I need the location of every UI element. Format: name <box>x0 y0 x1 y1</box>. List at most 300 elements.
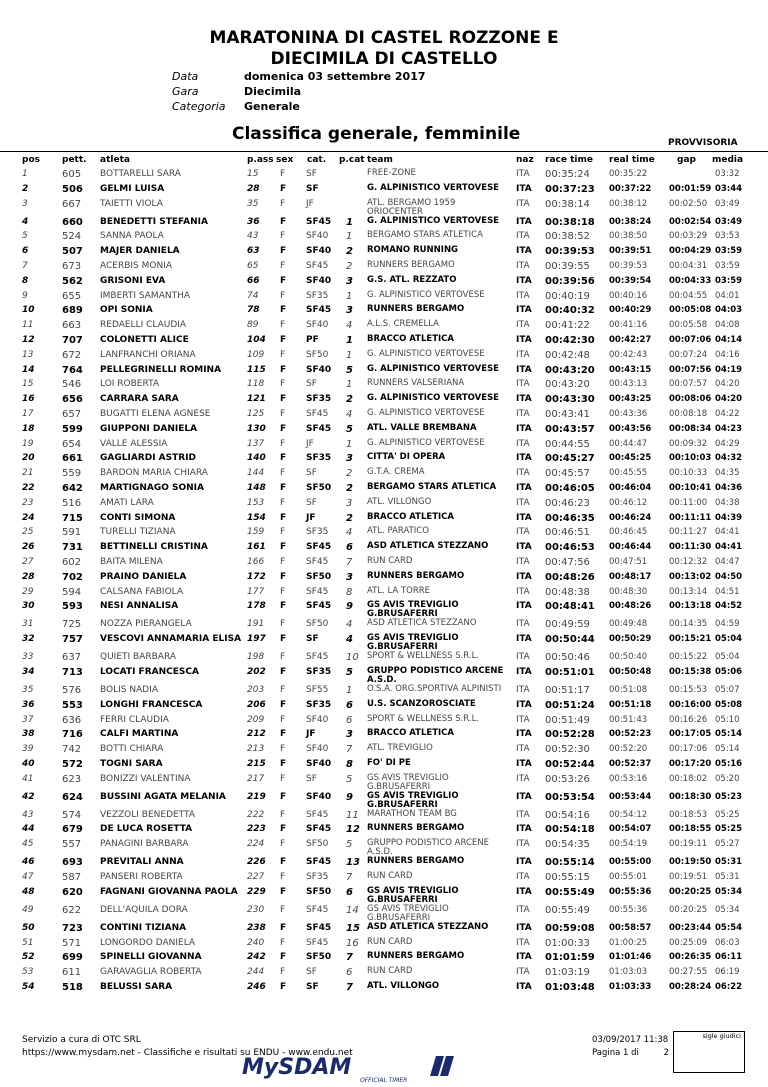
cell-media: 04:59 <box>715 619 740 630</box>
cell-pos: 54 <box>22 982 35 993</box>
table-row <box>0 541 768 556</box>
cell-sex: F <box>280 556 286 567</box>
cell-media: 04:41 <box>715 527 740 538</box>
cell-pett: 689 <box>62 305 83 317</box>
meta-value: domenica 03 settembre 2017 <box>244 70 426 83</box>
cell-pos: 25 <box>22 527 34 538</box>
cell-sex: F <box>280 684 286 695</box>
cell-name: BOTTARELLI SARA <box>100 169 181 179</box>
cell-pett: 594 <box>62 586 82 598</box>
table-row <box>0 871 768 886</box>
cell-sex: F <box>280 394 287 405</box>
cell-naz: ITA <box>516 729 532 740</box>
cell-name: DE LUCA ROSETTA <box>100 824 193 835</box>
col-race: race time <box>545 155 593 165</box>
cell-media: 06:03 <box>715 937 740 948</box>
cell-naz: ITA <box>516 497 530 508</box>
cell-real: 00:44:47 <box>609 438 648 449</box>
cell-gap: 00:11:30 <box>669 542 712 553</box>
cell-cat: SF45 <box>306 305 332 316</box>
cell-gap: 00:14:35 <box>669 619 708 630</box>
cell-cat: SF40 <box>306 275 332 286</box>
logo-text: MySDAM <box>242 1055 352 1080</box>
cell-name: CONTINI TIZIANA <box>100 922 187 933</box>
cell-real: 00:53:16 <box>609 773 648 784</box>
cell-pcat: 6 <box>346 714 353 726</box>
cell-sex: F <box>280 744 286 755</box>
table-row <box>0 651 768 666</box>
table-row <box>0 937 768 952</box>
cell-real: 00:47:51 <box>609 556 648 567</box>
cell-gap: 00:11:27 <box>669 527 708 538</box>
cell-sex: F <box>280 334 287 345</box>
cell-pcat: 5 <box>346 666 353 678</box>
cell-pass: 161 <box>247 542 266 553</box>
cell-sex: F <box>280 773 286 784</box>
cell-pcat: 6 <box>346 542 353 554</box>
table-row <box>0 378 768 393</box>
cell-sex: F <box>280 169 286 179</box>
cell-pcat: 13 <box>346 857 360 869</box>
table-row <box>0 633 768 651</box>
cell-name: CONTI SIMONA <box>100 512 176 523</box>
table-row <box>0 571 768 586</box>
cell-naz: ITA <box>516 922 532 933</box>
cell-pett: 562 <box>62 275 83 287</box>
cell-sex: F <box>280 714 286 725</box>
cell-gap: 00:07:57 <box>669 379 708 390</box>
cell-naz: ITA <box>516 809 530 820</box>
cell-media: 05:34 <box>715 904 740 915</box>
cell-pcat: 1 <box>346 349 353 361</box>
cell-name: TOGNI SARA <box>100 758 163 769</box>
cell-naz: ITA <box>516 684 530 695</box>
cell-pos: 11 <box>22 320 34 331</box>
table-row <box>0 245 768 260</box>
cell-naz: ITA <box>516 773 530 784</box>
cell-media: 04:50 <box>715 571 743 582</box>
cell-pass: 244 <box>247 967 265 978</box>
cell-cat: SF40 <box>306 744 329 755</box>
footer-service: Servizio a cura di OTC SRL <box>22 1035 141 1045</box>
cell-pass: 137 <box>247 438 265 449</box>
cell-pos: 5 <box>22 231 28 242</box>
cell-pos: 40 <box>22 758 35 769</box>
cell-sex: F <box>280 666 287 677</box>
cell-pass: 242 <box>247 952 266 963</box>
cell-pett: 642 <box>62 482 83 494</box>
cell-race: 00:46:23 <box>545 497 590 509</box>
cell-sex: F <box>280 260 286 271</box>
cell-media: 04:01 <box>715 290 740 301</box>
meta-label: Data <box>172 70 199 83</box>
cell-naz: ITA <box>516 379 530 390</box>
table-row <box>0 364 768 379</box>
cell-name: TURELLI TIZIANA <box>100 527 176 538</box>
cell-cat: SF45 <box>306 922 332 933</box>
cell-team: GRUPPO PODISTICO ARCENE A.S.D. <box>367 665 504 685</box>
cell-name: PELLEGRINELLI ROMINA <box>100 364 222 375</box>
cell-name: OPI SONIA <box>100 305 153 316</box>
cell-pett: 764 <box>62 364 83 376</box>
cell-media: 03:59 <box>715 246 743 257</box>
cell-pett: 637 <box>62 652 82 664</box>
cell-team: GS AVIS TREVIGLIO G.BRUSAFERRI <box>367 600 459 620</box>
cell-media: 03:44 <box>715 183 743 194</box>
cell-pos: 47 <box>22 872 34 883</box>
cell-pett: 602 <box>62 556 82 568</box>
cell-pass: 229 <box>247 886 266 897</box>
cell-pos: 19 <box>22 438 34 449</box>
cell-pos: 29 <box>22 586 34 597</box>
cell-naz: ITA <box>516 982 532 993</box>
table-row <box>0 526 768 541</box>
page-subtitle: Classifica generale, femminile <box>232 124 521 144</box>
cell-gap: 00:02:54 <box>669 216 712 227</box>
cell-naz: ITA <box>516 824 532 835</box>
cell-naz: ITA <box>516 169 530 179</box>
cell-pett: 713 <box>62 666 83 678</box>
cell-pcat: 5 <box>346 364 353 376</box>
cell-pcat: 3 <box>346 729 353 741</box>
page-label: Pagina 1 di <box>592 1048 639 1058</box>
cell-name: BUSSINI AGATA MELANIA <box>100 791 226 802</box>
cell-naz: ITA <box>516 482 532 493</box>
cell-cat: SF35 <box>306 872 329 883</box>
cell-gap: 00:18:53 <box>669 809 708 820</box>
cell-pass: 154 <box>247 512 266 523</box>
cell-team: GS AVIS TREVIGLIO G.BRUSAFERRI <box>367 903 449 923</box>
cell-pos: 35 <box>22 684 34 695</box>
cell-media: 04:35 <box>715 468 740 479</box>
cell-media: 04:41 <box>715 542 743 553</box>
cell-naz: ITA <box>516 275 532 286</box>
cell-pos: 39 <box>22 744 34 755</box>
table-row <box>0 586 768 601</box>
cell-real: 00:52:23 <box>609 729 652 740</box>
table-row <box>0 198 768 216</box>
race-title-line1: MARATONINA DI CASTEL ROZZONE E <box>209 28 559 48</box>
table-row <box>0 981 768 996</box>
table-row <box>0 304 768 319</box>
cell-cat: SF35 <box>306 453 332 464</box>
cell-race: 00:55:15 <box>545 872 590 884</box>
cell-pett: 507 <box>62 246 83 258</box>
cell-pos: 3 <box>22 198 28 209</box>
cell-name: BELUSSI SARA <box>100 982 173 993</box>
cell-pass: 222 <box>247 809 265 820</box>
cell-naz: ITA <box>516 423 532 434</box>
cell-name: GIUPPONI DANIELA <box>100 423 198 434</box>
cell-pcat: 1 <box>346 290 353 302</box>
cell-real: 00:55:36 <box>609 904 648 915</box>
cell-sex: F <box>280 619 286 630</box>
cell-pass: 172 <box>247 571 266 582</box>
cell-real: 00:49:48 <box>609 619 648 630</box>
cell-sex: F <box>280 453 287 464</box>
table-row <box>0 856 768 871</box>
cell-pass: 66 <box>247 275 260 286</box>
cell-real: 00:43:15 <box>609 364 652 375</box>
cell-cat: SF40 <box>306 364 332 375</box>
cell-sex: F <box>280 634 287 645</box>
cell-pett: 672 <box>62 349 82 361</box>
cell-gap: 00:08:06 <box>669 394 712 405</box>
cell-pett: 572 <box>62 758 83 770</box>
cell-name: BARDON MARIA CHIARA <box>100 468 208 479</box>
cell-pcat: 4 <box>346 527 353 539</box>
cell-gap: 00:07:24 <box>669 349 708 360</box>
cell-name: CARRARA SARA <box>100 394 179 405</box>
cell-pcat: 9 <box>346 791 353 803</box>
cell-gap: 00:26:35 <box>669 952 712 963</box>
cell-race: 00:54:16 <box>545 809 590 821</box>
cell-naz: ITA <box>516 634 532 645</box>
table-row <box>0 904 768 922</box>
cell-cat: SF50 <box>306 619 329 630</box>
cell-sex: F <box>280 729 287 740</box>
table-row <box>0 260 768 275</box>
cell-pos: 8 <box>22 275 29 286</box>
cell-sex: F <box>280 231 286 242</box>
cell-pcat: 3 <box>346 305 353 317</box>
cell-name: ACERBIS MONIA <box>100 260 173 271</box>
cell-pett: 707 <box>62 334 83 346</box>
cell-pass: 43 <box>247 231 259 242</box>
cell-pass: 206 <box>247 699 266 710</box>
col-real: real time <box>609 155 655 165</box>
cell-media: 05:54 <box>715 922 743 933</box>
cell-media: 05:31 <box>715 872 740 883</box>
cell-pos: 48 <box>22 886 35 897</box>
cell-race: 00:44:55 <box>545 438 590 450</box>
table-row <box>0 334 768 349</box>
col-pcat: p.cat <box>339 155 365 165</box>
cell-race: 00:48:38 <box>545 586 590 598</box>
table-row <box>0 183 768 198</box>
cell-pos: 17 <box>22 408 34 419</box>
cell-media: 04:32 <box>715 453 743 464</box>
cell-name: DELL'AQUILA DORA <box>100 904 188 915</box>
cell-pett: 620 <box>62 886 83 898</box>
cell-media: 05:16 <box>715 758 743 769</box>
cell-pcat: 2 <box>346 394 353 406</box>
cell-pass: 230 <box>247 904 265 915</box>
cell-pcat: 2 <box>346 246 353 258</box>
cell-team: G. ALPINISTICO VERTOVESE <box>367 215 499 226</box>
cell-team: ASD ATLETICA STEZZANO <box>367 921 489 932</box>
cell-gap: 00:10:33 <box>669 468 708 479</box>
cell-pos: 30 <box>22 601 35 612</box>
cell-team: G. ALPINISTICO VERTOVESE <box>367 289 485 300</box>
cell-name: QUIETI BARBARA <box>100 652 176 663</box>
table-row <box>0 791 768 809</box>
cell-name: LANFRANCHI ORIANA <box>100 349 196 360</box>
col-naz: naz <box>516 155 534 165</box>
cell-cat: SF35 <box>306 699 332 710</box>
cell-real: 00:45:25 <box>609 453 652 464</box>
table-row <box>0 823 768 838</box>
cell-name: LOI ROBERTA <box>100 379 160 390</box>
cell-name: PREVITALI ANNA <box>100 857 184 868</box>
cell-pass: 224 <box>247 839 265 850</box>
cell-sex: F <box>280 922 287 933</box>
cell-name: LOCATI FRANCESCA <box>100 666 199 677</box>
cell-gap: 00:07:06 <box>669 334 712 345</box>
cell-pos: 9 <box>22 290 28 301</box>
cell-real: 00:46:04 <box>609 482 652 493</box>
cell-pcat: 11 <box>346 809 359 821</box>
status-badge: PROVVISORIA <box>668 138 738 148</box>
cell-naz: ITA <box>516 857 532 868</box>
cell-cat: SF35 <box>306 527 329 538</box>
cell-naz: ITA <box>516 349 530 360</box>
cell-race: 00:37:23 <box>545 183 595 195</box>
cell-media: 05:08 <box>715 699 743 710</box>
cell-gap: 00:28:24 <box>669 982 712 993</box>
cell-pcat: 5 <box>346 773 353 785</box>
cell-media: 05:07 <box>715 684 740 695</box>
cell-gap: 00:04:29 <box>669 246 712 257</box>
cell-team: A.L.S. CREMELLA <box>367 319 440 330</box>
col-pett: pett. <box>62 155 87 165</box>
cell-real: 00:54:12 <box>609 809 648 820</box>
cell-media: 05:10 <box>715 714 740 725</box>
cell-race: 00:46:05 <box>545 482 595 494</box>
cell-sex: F <box>280 872 286 883</box>
page-total: 2 <box>663 1048 669 1058</box>
cell-pos: 18 <box>22 423 35 434</box>
table-row <box>0 230 768 245</box>
cell-real: 01:03:33 <box>609 982 652 993</box>
table-row <box>0 216 768 231</box>
cell-pass: 197 <box>247 634 266 645</box>
cell-pcat: 6 <box>346 699 353 711</box>
cell-gap: 00:03:29 <box>669 231 708 242</box>
cell-naz: ITA <box>516 512 532 523</box>
cell-gap: 00:01:59 <box>669 183 712 194</box>
cell-sex: F <box>280 809 286 820</box>
cell-naz: ITA <box>516 183 532 194</box>
table-row <box>0 497 768 512</box>
cell-pos: 38 <box>22 729 35 740</box>
cell-race: 00:43:20 <box>545 379 590 391</box>
cell-real: 00:42:43 <box>609 349 648 360</box>
cell-naz: ITA <box>516 666 532 677</box>
cell-real: 00:50:40 <box>609 652 648 663</box>
cell-sex: F <box>280 482 287 493</box>
cell-name: VALLE ALESSIA <box>100 438 168 449</box>
cell-sex: F <box>280 183 287 194</box>
cell-name: SPINELLI GIOVANNA <box>100 952 202 963</box>
cell-real: 00:48:26 <box>609 601 652 612</box>
cell-sex: F <box>280 305 287 316</box>
cell-cat: SF45 <box>306 824 332 835</box>
cell-cat: SF45 <box>306 601 332 612</box>
cell-pass: 212 <box>247 729 266 740</box>
table-row <box>0 666 768 684</box>
cell-pcat: 4 <box>346 619 353 631</box>
cell-race: 00:50:46 <box>545 652 590 664</box>
cell-media: 04:14 <box>715 334 743 345</box>
cell-pos: 50 <box>22 922 35 933</box>
table-row <box>0 349 768 364</box>
cell-team: BRACCO ATLETICA <box>367 333 454 344</box>
race-meta <box>172 69 426 114</box>
cell-team: GS AVIS TREVIGLIO G.BRUSAFERRI <box>367 772 449 792</box>
cell-pett: 731 <box>62 542 83 554</box>
cell-team: FREE-ZONE <box>367 168 416 178</box>
cell-pett: 702 <box>62 571 83 583</box>
cell-pcat: 8 <box>346 586 353 598</box>
cell-media: 06:19 <box>715 967 740 978</box>
cell-name: VESCOVI ANNAMARIA ELISA <box>100 634 242 645</box>
cell-team: SPORT & WELLNESS S.R.L. <box>367 713 480 724</box>
cell-naz: ITA <box>516 408 530 419</box>
cell-name: FAGNANI GIOVANNA PAOLA <box>100 886 238 897</box>
cell-team: GS AVIS TREVIGLIO G.BRUSAFERRI <box>367 633 459 653</box>
race-title-line2: DIECIMILA DI CASTELLO <box>270 49 498 69</box>
cell-pcat: 2 <box>346 468 353 480</box>
cell-race: 00:52:44 <box>545 758 595 770</box>
cell-race: 00:38:18 <box>545 216 595 228</box>
cell-cat: SF45 <box>306 260 329 271</box>
cell-cat: SF45 <box>306 408 329 419</box>
cell-pett: 571 <box>62 937 82 949</box>
cell-gap: 00:20:25 <box>669 904 708 915</box>
cell-gap: 00:27:55 <box>669 967 708 978</box>
cell-pos: 51 <box>22 937 34 948</box>
cell-pass: 63 <box>247 246 260 257</box>
cell-pett: 599 <box>62 423 83 435</box>
cell-real: 00:46:24 <box>609 512 652 523</box>
cell-pass: 28 <box>247 183 260 194</box>
cell-pett: 557 <box>62 839 82 851</box>
cell-pcat: 1 <box>346 379 353 391</box>
cell-pett: 723 <box>62 922 83 934</box>
cell-team: BERGAMO STARS ATLETICA <box>367 230 483 241</box>
cell-sex: F <box>280 571 287 582</box>
cell-pcat: 2 <box>346 512 353 524</box>
cell-name: PANSERI ROBERTA <box>100 872 183 883</box>
table-row <box>0 168 768 183</box>
cell-pass: 153 <box>247 497 265 508</box>
cell-media: 04:52 <box>715 601 743 612</box>
cell-cat: SF45 <box>306 809 329 820</box>
cell-naz: ITA <box>516 904 530 915</box>
cell-pass: 144 <box>247 468 265 479</box>
cell-pett: 699 <box>62 952 83 964</box>
cell-team: RUNNERS BERGAMO <box>367 570 465 581</box>
mysdam-logo <box>240 1052 466 1084</box>
cell-cat: SF45 <box>306 423 332 434</box>
cell-pcat: 4 <box>346 408 353 420</box>
table-row <box>0 728 768 743</box>
cell-race: 00:59:08 <box>545 922 595 934</box>
cell-pett: 518 <box>62 982 83 994</box>
col-team: team <box>367 155 393 165</box>
cell-pos: 52 <box>22 952 35 963</box>
cell-media: 04:20 <box>715 379 740 390</box>
cell-gap: 00:05:58 <box>669 320 708 331</box>
cell-pos: 53 <box>22 967 34 978</box>
cell-pos: 45 <box>22 839 34 850</box>
cell-race: 00:54:18 <box>545 824 595 836</box>
cell-real: 00:51:18 <box>609 699 652 710</box>
cell-gap: 00:10:03 <box>669 453 712 464</box>
table-row <box>0 758 768 773</box>
cell-name: GAGLIARDI ASTRID <box>100 453 197 464</box>
